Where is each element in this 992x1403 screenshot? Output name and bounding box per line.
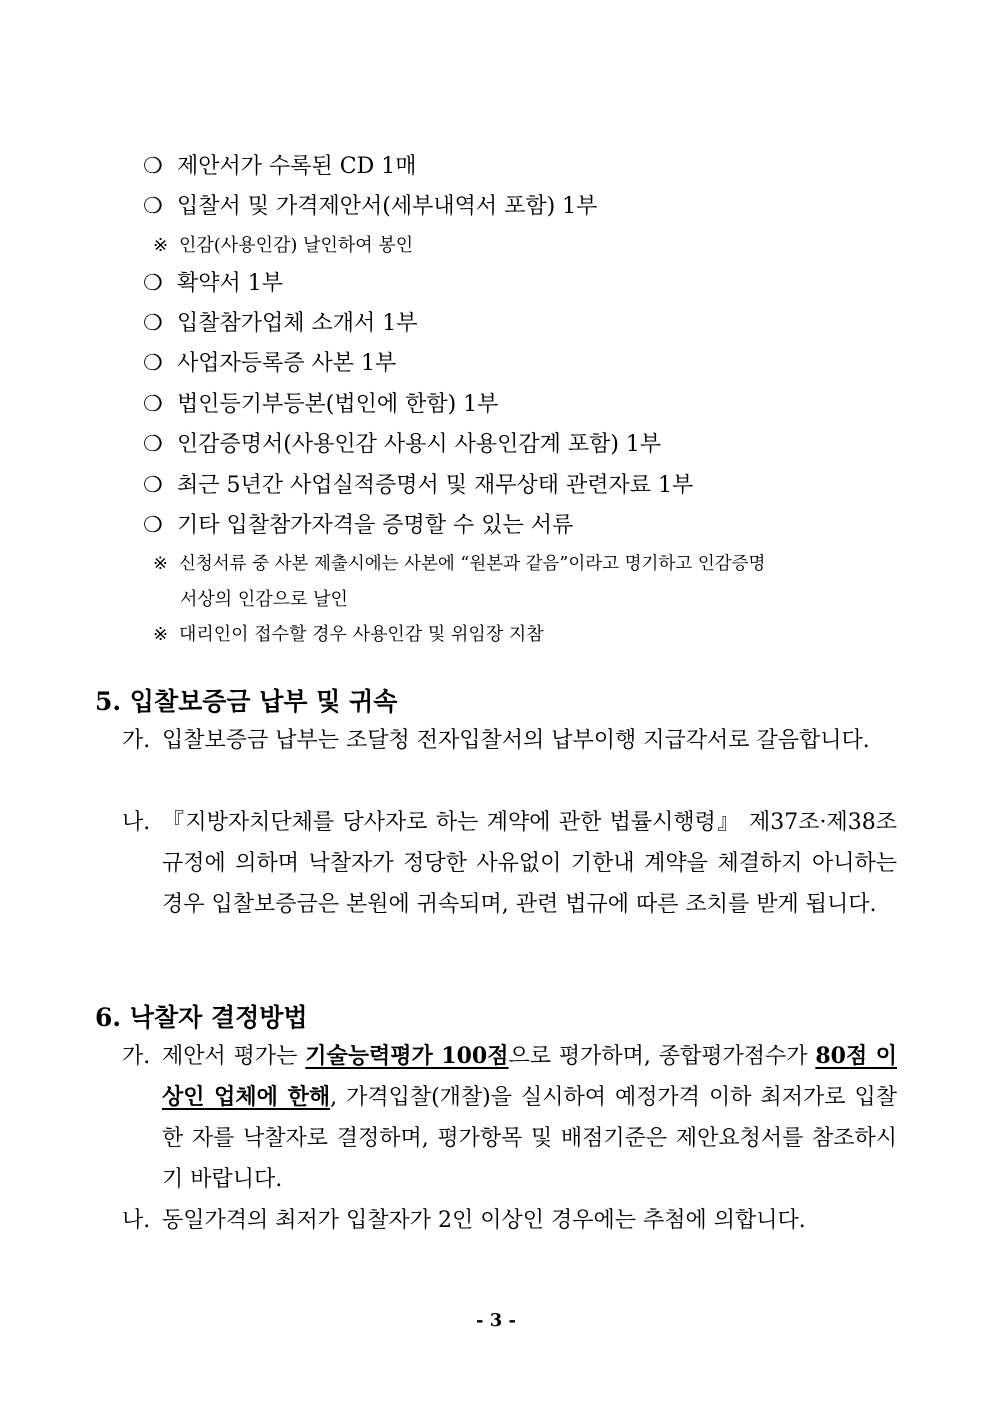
note-item-continuation: 서상의 인감으로 날인: [180, 589, 348, 610]
item-label: 가.: [122, 1044, 151, 1069]
circle-bullet-icon: ❍: [143, 311, 163, 336]
emphasis-text: 80점 이상인 업체에 한해: [162, 1043, 898, 1110]
circle-bullet-icon: ❍: [143, 392, 163, 417]
circle-bullet-icon: ❍: [143, 351, 163, 376]
list-item: ❍ 법인등기부등본(법인에 한함) 1부: [143, 392, 499, 417]
section-6-title: 6. 낙찰자 결정방법: [95, 1003, 308, 1032]
emphasis-text: 기술능력평가 100점: [305, 1043, 509, 1069]
circle-bullet-icon: ❍: [143, 473, 163, 498]
section-6-item-na: [122, 1200, 897, 1241]
item-label: 가.: [122, 728, 151, 753]
item-label: 나.: [122, 1208, 151, 1233]
list-item: ❍ 입찰참가업체 소개서 1부: [143, 311, 418, 336]
item-text: 『지방자치단체를 당사자로 하는 계약에 관한 법률시행령』 제37조·제38조 규정에 의하며 낙찰자가 정당한 사유없이 기한내 계약을 체결하지 아니하는 경우 입찰보증금은 본원에 귀속되며, 관련 법규에 따른 조치를 받게 됩니다.: [162, 810, 897, 917]
section-6-item-ga: 가. 제안서 평가는 기술능력평가 100점으로 평가하며, 종합평가점수가 80점 이상인 업체에 한해, 가격입찰(개찰)을 실시하여 예정가격 이하 최저가로 입찰한 자를 낙찰자로 결정하며, 평가항목 및 배점기준은 제안요청서를 참조하시기 바랍니다.: [162, 1036, 897, 1200]
circle-bullet-icon: ❍: [143, 194, 163, 219]
list-item: ❍ 확약서 1부: [143, 271, 283, 296]
list-item: ❍ 사업자등록증 사본 1부: [143, 351, 397, 376]
reference-mark-icon: ※: [153, 554, 168, 574]
circle-bullet-icon: ❍: [143, 154, 163, 179]
list-item: ❍ 인감증명서(사용인감 사용시 사용인감계 포함) 1부: [143, 432, 662, 457]
list-item: ❍ 기타 입찰참가자격을 증명할 수 있는 서류: [143, 513, 574, 538]
note-item: ※ 대리인이 접수할 경우 사용인감 및 위임장 지참: [153, 624, 544, 645]
item-label: 나.: [122, 810, 151, 835]
reference-mark-icon: ※: [153, 624, 169, 645]
list-item: ❍ 제안서가 수록된 CD 1매: [143, 154, 417, 179]
item-text: 입찰보증금 납부는 조달청 전자입찰서의 납부이행 지급각서로 갈음합니다.: [162, 728, 870, 753]
note-item: ※ 인감(사용인감) 날인하여 봉인: [153, 235, 414, 256]
list-item: ❍ 최근 5년간 사업실적증명서 및 재무상태 관련자료 1부: [143, 473, 694, 498]
circle-bullet-icon: ❍: [143, 432, 163, 457]
circle-bullet-icon: ❍: [143, 271, 163, 296]
note-item: ※ 신청서류 중 사본 제출시에는 사본에 “원본과 같음”이라고 명기하고 인감증명: [153, 554, 766, 574]
section-5-item-ga: [122, 720, 897, 761]
circle-bullet-icon: ❍: [143, 513, 163, 538]
page-number: - 3 -: [476, 1310, 516, 1331]
list-item: ❍ 입찰서 및 가격제안서(세부내역서 포함) 1부: [143, 194, 598, 219]
section-5-item-na: [122, 802, 897, 925]
section-5-title: 5. 입찰보증금 납부 및 귀속: [95, 687, 398, 716]
item-text: 동일가격의 최저가 입찰자가 2인 이상인 경우에는 추첨에 의합니다.: [162, 1208, 806, 1233]
reference-mark-icon: ※: [153, 235, 169, 256]
